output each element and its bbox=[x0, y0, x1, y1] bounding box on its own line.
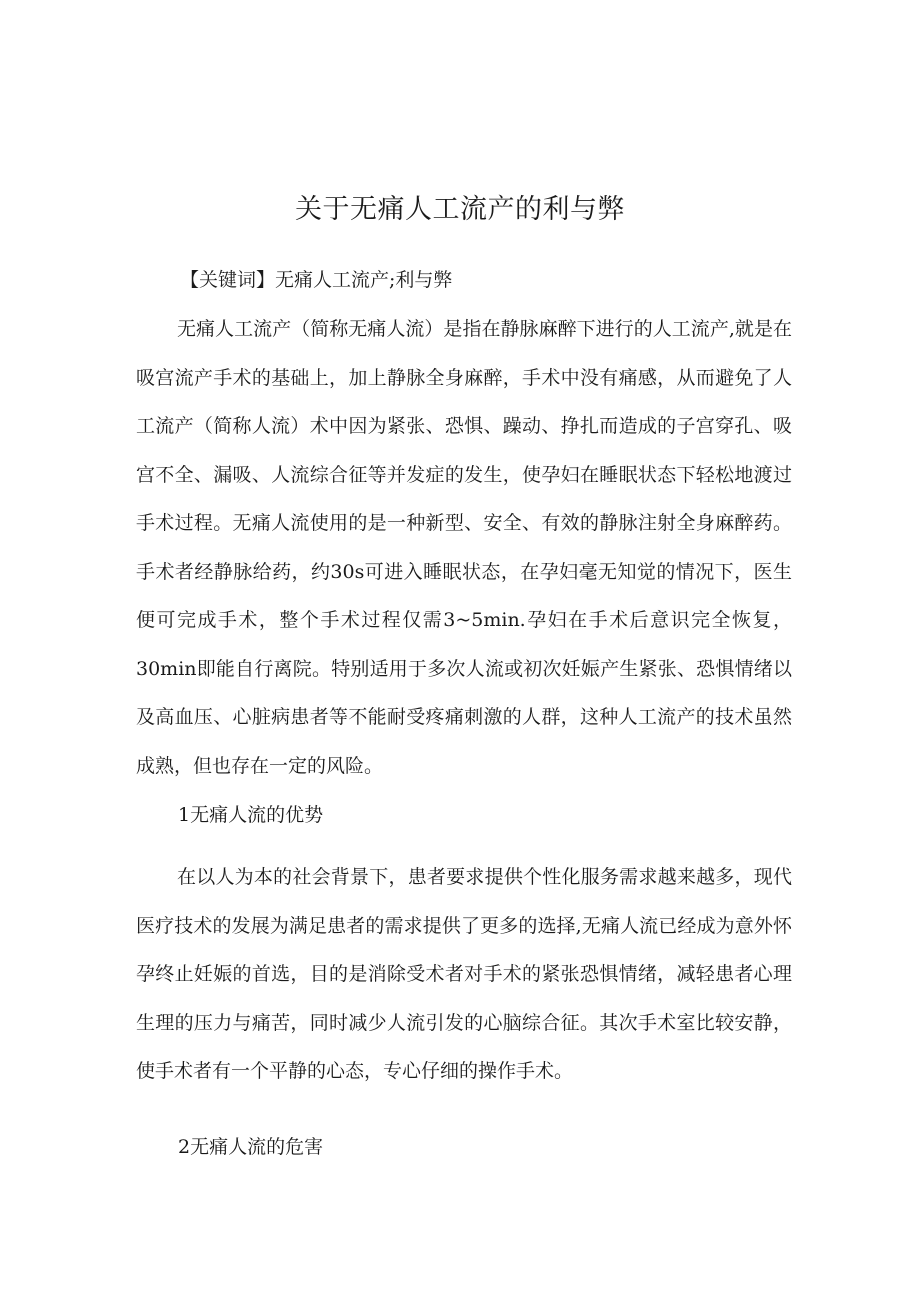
keywords-line: 【关键词】无痛人工流产;利与弊 bbox=[180, 269, 453, 291]
document-title: 关于无痛人工流产的利与弊 bbox=[295, 194, 625, 225]
advantages-paragraph: 在以人为本的社会背景下，患者要求提供个性化服务需求越来越多，现代医疗技术的发展为满足患者的需求提供了更多的选择,无痛人流已经成为意外怀孕终止妊娠的首选，目的是消除受术者对手术的紧张恐惧情绪，减轻患者心理生理的压力与痛苦，同时减少人流引发的心脑综合征。其次手术室比较安静，使手术者有一个平静的心态，专心仔细的操作手术。 bbox=[136, 866, 792, 1082]
section-heading-harms: 2无痛人流的危害 bbox=[178, 1136, 324, 1158]
section-heading-advantages: 1无痛人流的优势 bbox=[178, 804, 324, 826]
intro-paragraph: 无痛人工流产（简称无痛人流）是指在静脉麻醉下进行的人工流产,就是在吸宫流产手术的基础上，加上静脉全身麻醉，手术中没有痛感，从而避免了人工流产（简称人流）术中因为紧张、恐惧、躁动、挣扎而造成的子宫穿孔、吸宫不全、漏吸、人流综合征等并发症的发生，使孕妇在睡眠状态下轻松地渡过手术过程。无痛人流使用的是一种新型、安全、有效的静脉注射全身麻醉药。手术者经静脉给药，约30s可进入睡眠状态，在孕妇毫无知觉的情况下，医生便可完成手术，整个手术过程仅需3~5min.孕妇在手术后意识完全恢复，30min即能自行离院。特别适用于多次人流或初次妊娠产生紧张、恐惧情绪以及高血压、心脏病患者等不能耐受疼痛刺激的人群，这种人工流产的技术虽然成熟，但也存在一定的风险。 bbox=[136, 318, 792, 777]
